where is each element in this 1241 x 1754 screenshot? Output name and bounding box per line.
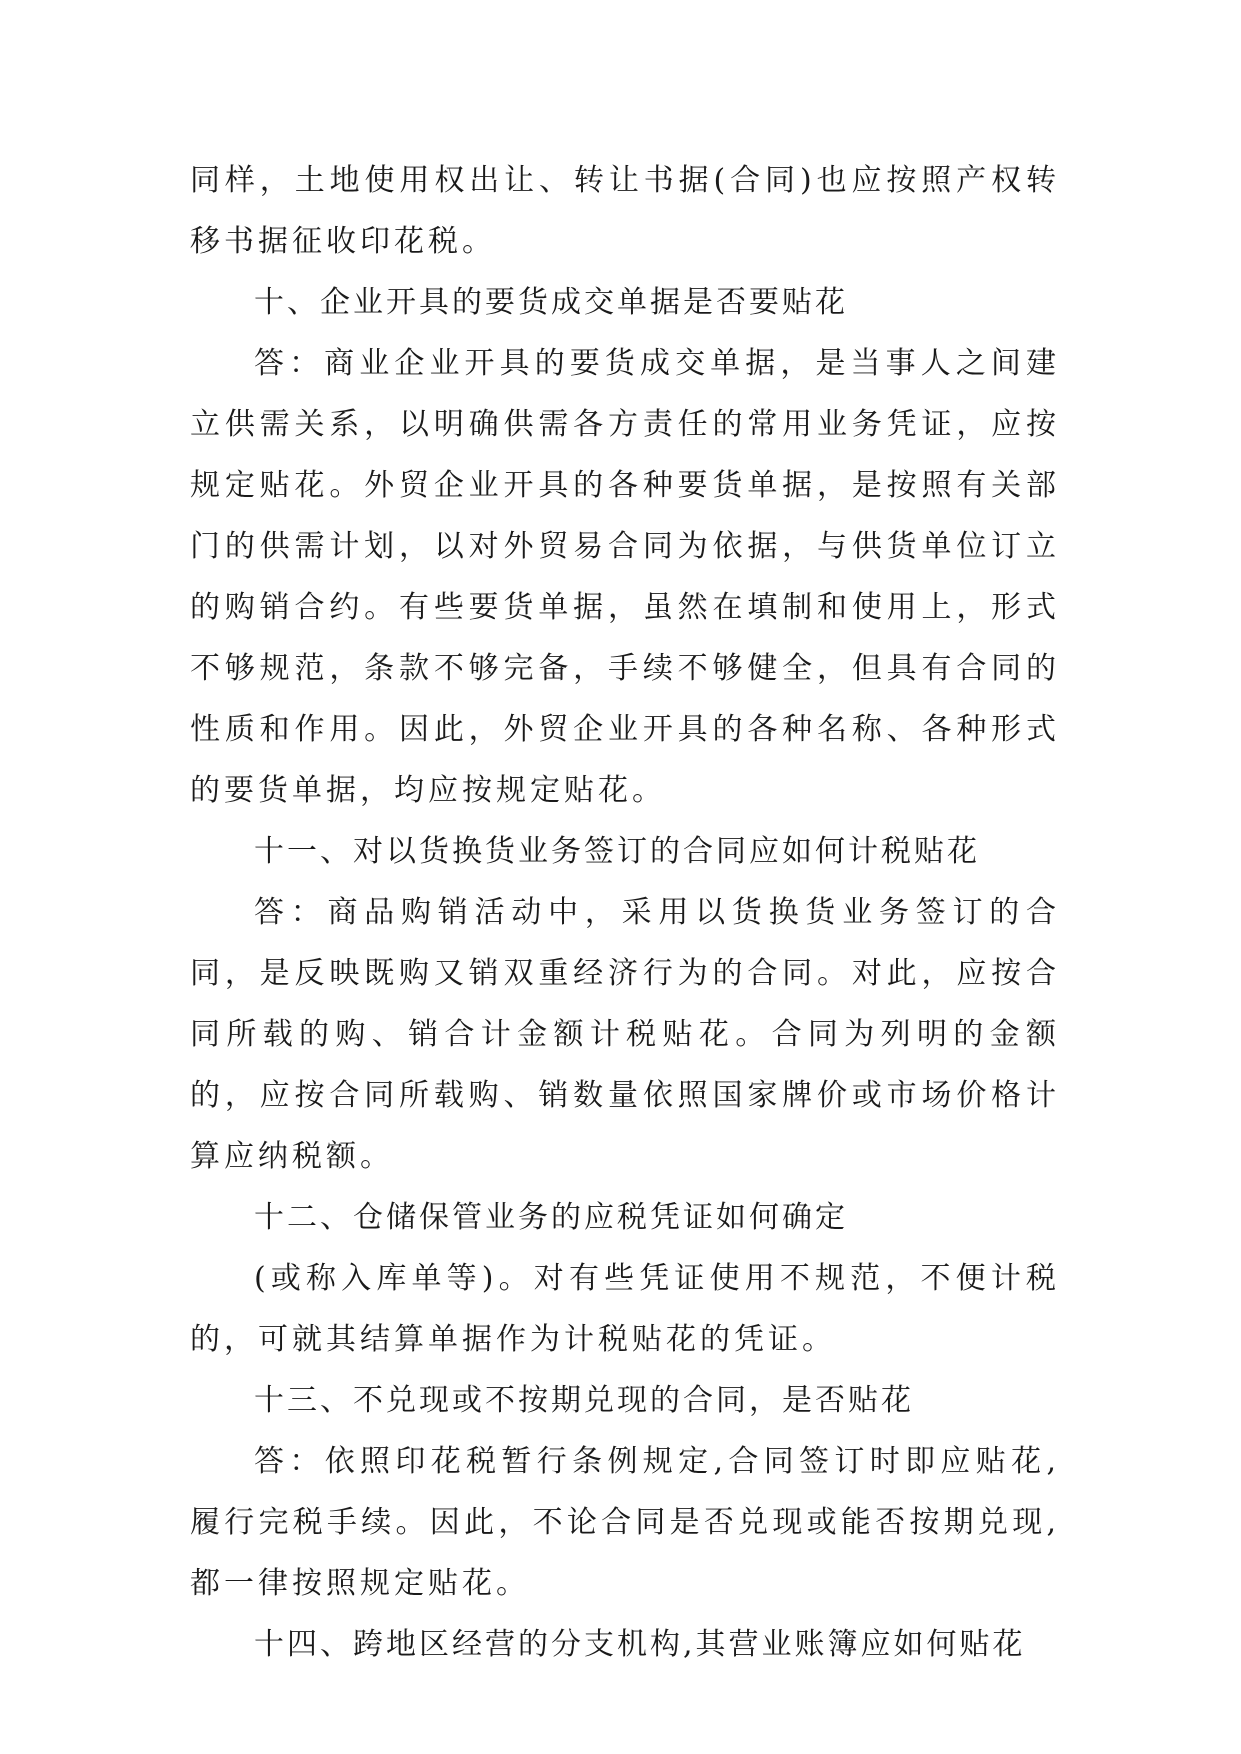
- heading-question-10: 十、企业开具的要货成交单据是否要贴花: [254, 285, 848, 320]
- document-page: [190, 150, 1060, 1675]
- answer-question-11: 答：商品购销活动中，采用以货换货业务签订的合同，是反映既购又销双重经济行为的合同。对此，应按合同所载的购、销合计金额计税贴花。合同为列明的金额的，应按合同所载购、销数量依照国家牌价或市场价格计算应纳税额。: [190, 895, 1060, 1174]
- answer-question-10: 答：商业企业开具的要货成交单据，是当事人之间建立供需关系，以明确供需各方责任的常用业务凭证，应按规定贴花。外贸企业开具的各种要货单据，是按照有关部门的供需计划，以对外贸易合同为依据，与供货单位订立的购销合约。有些要货单据，虽然在填制和使用上，形式不够规范，条款不够完备，手续不够健全，但具有合同的性质和作用。因此，外贸企业开具的各种名称、各种形式的要货单据，均应按规定贴花。: [190, 346, 1060, 808]
- answer-question-12: (或称入库单等)。对有些凭证使用不规范，不便计税的，可就其结算单据作为计税贴花的凭证。: [190, 1261, 1060, 1357]
- heading-question-11: 十一、对以货换货业务签订的合同应如何计税贴花: [254, 834, 980, 869]
- answer-question-13: 答：依照印花税暂行条例规定,合同签订时即应贴花,履行完税手续。因此，不论合同是否兑现或能否按期兑现,都一律按照规定贴花。: [190, 1444, 1060, 1601]
- heading-question-14: 十四、跨地区经营的分支机构,其营业账簿应如何贴花: [254, 1627, 1026, 1662]
- paragraph-land-use-rights: 同样，土地使用权出让、转让书据(合同)也应按照产权转移书据征收印花税。: [190, 163, 1060, 259]
- heading-question-12: 十二、仓储保管业务的应税凭证如何确定: [254, 1200, 848, 1235]
- heading-question-13: 十三、不兑现或不按期兑现的合同，是否贴花: [254, 1383, 914, 1418]
